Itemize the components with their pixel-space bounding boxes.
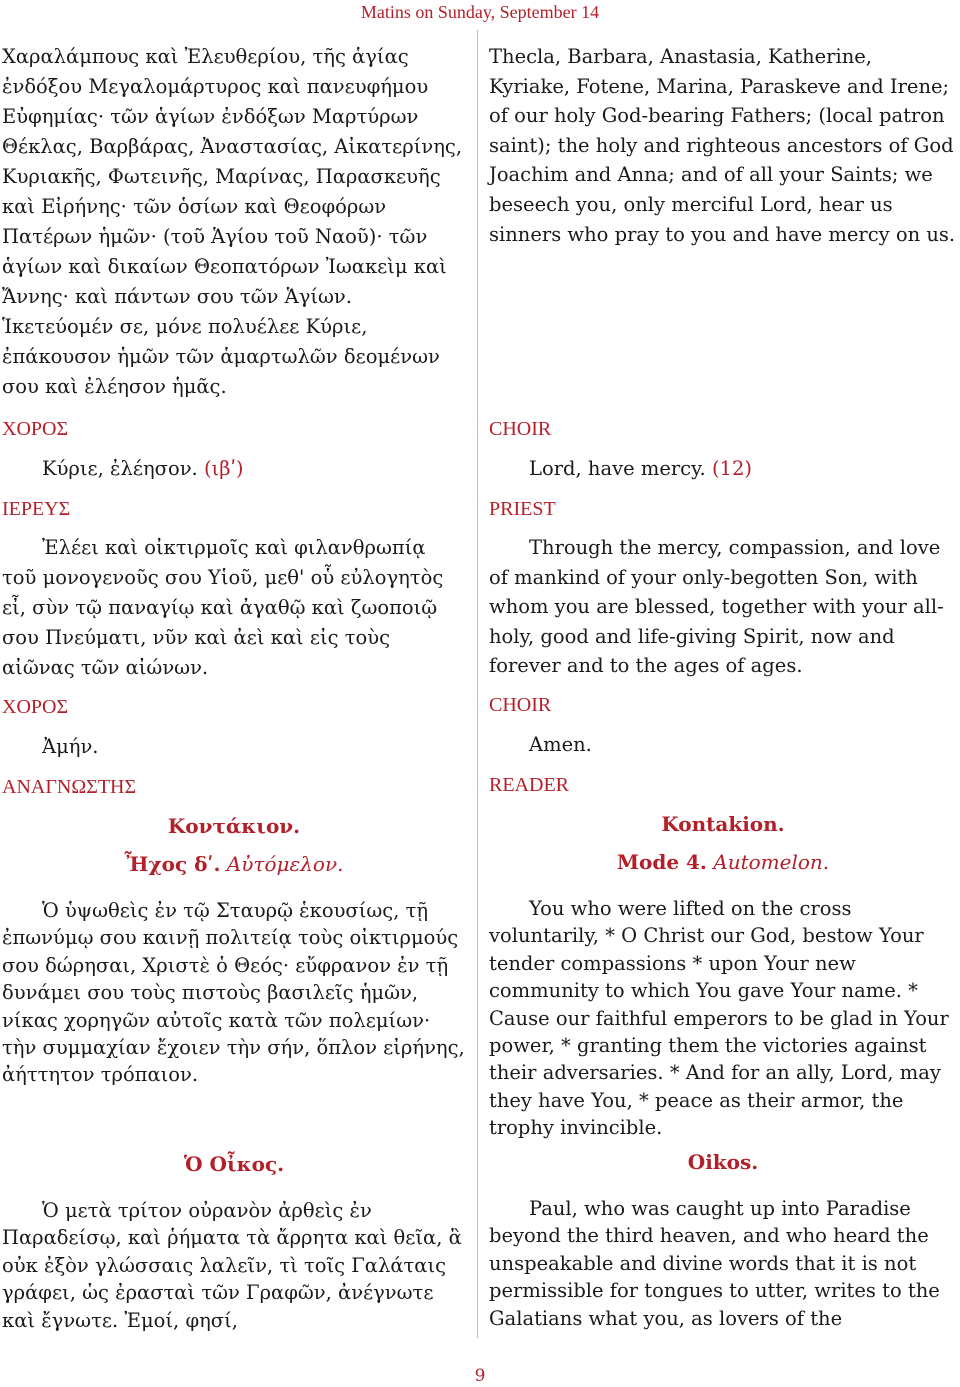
english-kontakion-text: You who were lifted on the cross voluntarily, * O Christ our God, bestow Your tender compassions * upon Your new community to which You gave Your name. * Cause our faithful emperors to be glad in Your power, * granting them the victories against their adversaries. * And for an ally, Lord, may they have You, * peace as their armor, the trophy invincible. xyxy=(489,896,949,1140)
english-mode-melody: Automelon. xyxy=(713,849,830,874)
greek-priest-role: ΙΕΡΕΥΣ xyxy=(2,498,71,520)
english-choir2-role: CHOIR xyxy=(489,693,552,716)
english-choir-text: Lord, have mercy. xyxy=(529,457,706,480)
greek-amen: Ἀμήν. xyxy=(42,735,99,758)
greek-oikos-text: Ὁ μετὰ τρίτον οὐρανὸν ἀρθεὶς ἐν Παραδείσῳ, καὶ ῥήματα τὰ ἄρρητα καὶ θεῖα, ἃ οὐκ ἐξὸν γλώσσαις λαλεῖν, τὶ τοῖς Γαλάταις γράφει, ὡς ἐρασταὶ τῶν Γραφῶν, ἀνέγνωτε καὶ ἔγνωτε. Ἐμοί, φησί, xyxy=(2,1199,462,1332)
english-choir-response xyxy=(489,449,957,489)
page-number: 9 xyxy=(474,1366,486,1386)
english-choir-count: (12) xyxy=(711,457,752,480)
english-column xyxy=(489,42,957,1332)
greek-choir2-role: ΧΟΡΟΣ xyxy=(2,696,69,718)
greek-column xyxy=(2,42,466,1334)
greek-choir-count: (ιβʹ) xyxy=(203,457,244,480)
greek-mode-line xyxy=(2,845,466,883)
greek-choir-role: ΧΟΡΟΣ xyxy=(2,418,69,440)
english-oikos-text: Paul, who was caught up into Paradise beyond the third heaven, and who heard the unspeakable and divine words that it is not permissible for tongues to utter, writes to the Galatians what you, as lovers of the xyxy=(489,1196,940,1330)
greek-priest-text: Ἐλέει καὶ οἰκτιρμοῖς καὶ φιλανθρωπίᾳ τοῦ μονογενοῦς σου Υἱοῦ, μεθ' οὗ εὐλογητὸς εἶ, σὺν τῷ παναγίῳ καὶ ἀγαθῷ καὶ ζωοποιῷ σου Πνεύματι, νῦν καὶ ἀεὶ καὶ εἰς τοὺς αἰῶνας τῶν αἰώνων. xyxy=(2,536,444,679)
greek-reader-role: ΑΝΑΓΝΩΣΤΗΣ xyxy=(2,776,137,798)
greek-choir-response xyxy=(2,449,466,489)
column-divider xyxy=(477,30,478,1338)
english-choir-role: CHOIR xyxy=(489,418,552,440)
greek-litany-paragraph: Χαραλάμπους καὶ Ἐλευθερίου, τῆς ἁγίας ἐνδόξου Μεγαλομάρτυρος καὶ πανευφήμου Εὐφημίας· τῶν ἁγίων ἐνδόξων Μαρτύρων Θέκλας, Βαρβάρας, Ἀναστασίας, Αἰκατερίνης, Κυριακῆς, Φωτεινῆς, Μαρίνας, Παρασκευῆς καὶ Εἰρήνης· τῶν ὁσίων καὶ Θεοφόρων Πατέρων ἡμῶν· (τοῦ Ἁγίου τοῦ Ναοῦ)· τῶν ἁγίων καὶ δικαίων Θεοπατόρων Ἰωακεὶμ καὶ Ἄννης· καὶ πάντων σου τῶν Ἁγίων. Ἱκετεύομέν σε, μόνε πολυέλεε Κύριε, ἐπάκουσον ἡμῶν τῶν ἁμαρτωλῶν δεομένων σου καὶ ἐλέησον ἡμᾶς. xyxy=(2,45,463,398)
greek-kontakion-title: Κοντάκιον. xyxy=(167,814,301,838)
greek-kontakion-text: Ὁ ὑψωθεὶς ἐν τῷ Σταυρῷ ἑκουσίως, τῇ ἐπωνύμῳ σου καινῇ πολιτείᾳ τοὺς οἰκτιρμούς σου δώρησαι, Χριστὲ ὁ Θεός· εὔφρανον ἐν τῇ δυνάμει σου τοὺς πιστοὺς βασιλεῖς ἡμῶν, νίκας χορηγῶν αὐτοῖς κατὰ τῶν πολεμίων· τὴν συμμαχίαν ἔχοιεν τὴν σήν, ὅπλον εἰρήνης, ἀήττητον τρόπαιον. xyxy=(2,899,465,1087)
english-reader-role: READER xyxy=(489,773,569,796)
english-amen: Amen. xyxy=(529,732,592,756)
greek-oikos-title: Ὁ Οἶκος. xyxy=(183,1152,285,1176)
english-litany-paragraph: Thecla, Barbara, Anastasia, Katherine, Kyriake, Fotene, Marina, Paraskeve and Irene; of our holy God-bearing Fathers; (local patron saint); the holy and righteous ancestors of God Joachim and Anna; and of all your Saints; we beseech you, only merciful Lord, hear us sinners who pray to you and have mercy on us. xyxy=(489,45,956,246)
english-priest-text: Through the mercy, compassion, and love of mankind of your only-begotten Son, with whom you are blessed, together with your all-holy, good and life-giving Spirit, now and forever and to the ages of ages. xyxy=(489,536,944,678)
english-mode-line xyxy=(489,843,957,881)
greek-mode-melody: Αὐτόμελον. xyxy=(226,852,344,876)
greek-mode-label: Ἦχος δʹ. xyxy=(124,852,221,876)
english-priest-role: PRIEST xyxy=(489,498,556,520)
running-header: Matins on Sunday, September 14 xyxy=(360,2,600,22)
english-mode-label: Mode 4. xyxy=(616,849,707,874)
greek-choir-text: Κύριε, ἐλέησον. xyxy=(42,457,198,480)
english-oikos-title: Oikos. xyxy=(687,1149,759,1174)
english-kontakion-title: Kontakion. xyxy=(661,811,785,836)
